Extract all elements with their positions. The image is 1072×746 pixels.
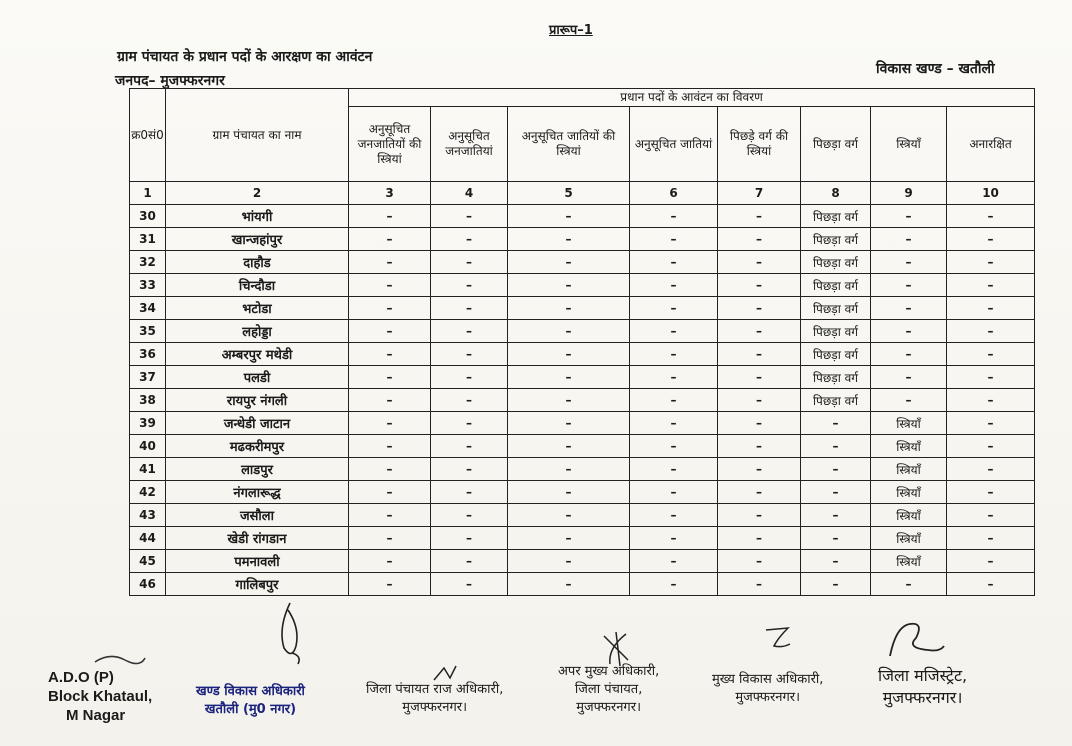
allocation-cell: – (349, 343, 431, 366)
allocation-cell: – (801, 412, 871, 435)
panchayat-name: मढकरीमपुर (166, 435, 349, 458)
table-row (130, 435, 1035, 458)
allocation-cell: – (630, 550, 718, 573)
allocation-cell: – (508, 366, 630, 389)
serial-number: 40 (130, 435, 166, 458)
dm-line2: मुजफ्फरनगर। (882, 688, 963, 707)
serial-number: 33 (130, 274, 166, 297)
allocation-cell: – (630, 573, 718, 596)
allocation-cell: – (871, 343, 947, 366)
table-row (130, 389, 1035, 412)
allocation-cell: – (508, 205, 630, 228)
allocation-cell: – (630, 458, 718, 481)
allocation-cell: – (718, 458, 801, 481)
allocation-cell: – (801, 550, 871, 573)
allocation-cell: – (431, 205, 508, 228)
serial-number: 46 (130, 573, 166, 596)
serial-number: 36 (130, 343, 166, 366)
allocation-cell: – (630, 504, 718, 527)
signature-dpro (366, 681, 503, 717)
allocation-cell: – (508, 389, 630, 412)
serial-number: 30 (130, 205, 166, 228)
serial-number: 38 (130, 389, 166, 412)
panchayat-name: लाडपुर (166, 458, 349, 481)
allocation-cell: – (947, 366, 1035, 389)
signature-acdo (558, 663, 659, 717)
cdo-line2: मुजफ्फरनगर। (735, 690, 801, 705)
allocation-cell: – (431, 274, 508, 297)
allocation-cell: – (508, 343, 630, 366)
allocation-cell: – (349, 251, 431, 274)
allocation-cell: – (718, 343, 801, 366)
allocation-cell: – (349, 550, 431, 573)
allocation-cell: पिछड़ा वर्ग (801, 228, 871, 251)
allocation-cell: – (349, 458, 431, 481)
panchayat-name: लहोड्डा (166, 320, 349, 343)
signature-dm (878, 665, 967, 709)
allocation-cell: – (947, 343, 1035, 366)
allocation-cell: – (718, 251, 801, 274)
allocation-cell: – (431, 297, 508, 320)
allocation-cell: – (349, 320, 431, 343)
allocation-cell: – (871, 251, 947, 274)
table-row (130, 366, 1035, 389)
table-row (130, 573, 1035, 596)
allocation-cell: – (431, 527, 508, 550)
allocation-cell: – (349, 412, 431, 435)
column-number: 9 (871, 182, 947, 205)
allocation-cell: – (508, 251, 630, 274)
allocation-cell: – (947, 228, 1035, 251)
dpro-line2: मुजफ्फरनगर। (402, 700, 468, 715)
allocation-cell: – (947, 297, 1035, 320)
allocation-cell: – (508, 412, 630, 435)
panchayat-name: खान्जहांपुर (166, 228, 349, 251)
table-row (130, 297, 1035, 320)
allocation-cell: – (718, 228, 801, 251)
signature-ado (48, 668, 152, 725)
allocation-cell: – (718, 550, 801, 573)
allocation-cell: – (718, 481, 801, 504)
allocation-cell: पिछड़ा वर्ग (801, 251, 871, 274)
panchayat-name: पलडी (166, 366, 349, 389)
table-row (130, 550, 1035, 573)
allocation-cell: – (508, 458, 630, 481)
panchayat-name: गालिबपुर (166, 573, 349, 596)
acdo-line3: मुजफ्फरनगर। (576, 700, 641, 715)
allocation-cell: स्त्रियाँ (871, 527, 947, 550)
allocation-cell: – (947, 458, 1035, 481)
serial-number: 35 (130, 320, 166, 343)
allocation-cell: – (630, 251, 718, 274)
allocation-cell: – (801, 527, 871, 550)
allocation-cell: – (431, 550, 508, 573)
allocation-cell: – (947, 205, 1035, 228)
allocation-cell: – (630, 481, 718, 504)
allocation-cell: – (508, 435, 630, 458)
signature-cdo (712, 671, 823, 707)
allocation-cell: – (349, 228, 431, 251)
allocation-cell: – (718, 412, 801, 435)
allocation-cell: – (508, 481, 630, 504)
allocation-cell: – (630, 297, 718, 320)
panchayat-name: दाहौड (166, 251, 349, 274)
allocation-cell: – (718, 504, 801, 527)
table-row (130, 412, 1035, 435)
signature-bdo (196, 683, 305, 719)
allocation-cell: – (349, 274, 431, 297)
allocation-cell: – (349, 435, 431, 458)
serial-number: 37 (130, 366, 166, 389)
panchayat-name: पमनावली (166, 550, 349, 573)
allocation-cell: – (508, 274, 630, 297)
allocation-cell: – (349, 297, 431, 320)
allocation-cell: – (508, 527, 630, 550)
allocation-cell: – (508, 320, 630, 343)
column-number: 6 (630, 182, 718, 205)
serial-number: 32 (130, 251, 166, 274)
allocation-cell: – (947, 412, 1035, 435)
allocation-cell: – (718, 297, 801, 320)
serial-number: 45 (130, 550, 166, 573)
acdo-line1: अपर मुख्य अधिकारी, (558, 664, 660, 679)
district-label: जनपद– मुजफ्फरनगर (115, 73, 225, 89)
allocation-cell: – (801, 458, 871, 481)
bdo-line2: खतौली (मु0 नगर) (204, 702, 297, 717)
cdo-line1: मुख्य विकास अधिकारी, (712, 672, 824, 687)
ado-line3: M Nagar (66, 707, 126, 724)
allocation-cell: – (431, 435, 508, 458)
allocation-cell: – (947, 389, 1035, 412)
panchayat-name: खेडी रांगडान (166, 527, 349, 550)
allocation-cell: – (630, 389, 718, 412)
panchayat-name: नंगलारूद्ध (166, 481, 349, 504)
allocation-cell: – (801, 504, 871, 527)
column-number: 10 (947, 182, 1035, 205)
serial-number: 44 (130, 527, 166, 550)
column-header: अनारक्षित (947, 107, 1035, 182)
header-allocation-details: प्रधान पदों के आवंटन का विवरण (349, 89, 1035, 107)
panchayat-name: रायपुर नंगली (166, 389, 349, 412)
allocation-cell: – (947, 527, 1035, 550)
allocation-cell: स्त्रियाँ (871, 458, 947, 481)
allocation-cell: – (349, 205, 431, 228)
panchayat-name: भटोडा (166, 297, 349, 320)
allocation-cell: – (630, 320, 718, 343)
column-header: स्त्रियाँ (871, 107, 947, 182)
allocation-cell: स्त्रियाँ (871, 481, 947, 504)
allocation-cell: – (947, 251, 1035, 274)
allocation-cell: – (431, 504, 508, 527)
serial-number: 31 (130, 228, 166, 251)
table-row (130, 274, 1035, 297)
allocation-cell: – (431, 251, 508, 274)
serial-number: 34 (130, 297, 166, 320)
allocation-cell: – (630, 343, 718, 366)
allocation-cell: – (801, 481, 871, 504)
allocation-cell: – (718, 527, 801, 550)
bdo-signature-icon (270, 598, 310, 668)
dm-signature-icon (880, 616, 950, 664)
table-row (130, 320, 1035, 343)
allocation-cell: – (947, 435, 1035, 458)
allocation-cell: – (947, 504, 1035, 527)
ado-line2: Block Khataul, (48, 688, 153, 705)
allocation-cell: – (630, 228, 718, 251)
panchayat-name: जन्धेडी जाटान (166, 412, 349, 435)
bdo-line1: खण्ड विकास अधिकारी (196, 684, 305, 699)
allocation-cell: – (718, 573, 801, 596)
allocation-cell: – (349, 366, 431, 389)
column-number: 1 (130, 182, 166, 205)
allocation-cell: – (431, 366, 508, 389)
allocation-cell: – (871, 320, 947, 343)
column-header: अनुसूचित जातियां (630, 107, 718, 182)
allocation-cell: – (630, 435, 718, 458)
allocation-cell: – (431, 481, 508, 504)
allocation-cell: – (947, 573, 1035, 596)
allocation-cell: – (431, 389, 508, 412)
table-row (130, 527, 1035, 550)
allocation-cell: पिछड़ा वर्ग (801, 205, 871, 228)
allocation-cell: – (718, 320, 801, 343)
allocation-cell: स्त्रियाँ (871, 435, 947, 458)
allocation-cell: – (349, 527, 431, 550)
allocation-cell: – (508, 504, 630, 527)
table-row (130, 343, 1035, 366)
allocation-cell: – (871, 389, 947, 412)
allocation-cell: – (508, 228, 630, 251)
column-number: 8 (801, 182, 871, 205)
allocation-cell: – (947, 550, 1035, 573)
allocation-cell: – (801, 435, 871, 458)
allocation-cell: स्त्रियाँ (871, 504, 947, 527)
allocation-cell: – (630, 274, 718, 297)
column-number: 3 (349, 182, 431, 205)
allocation-cell: – (871, 366, 947, 389)
allocation-cell: – (349, 504, 431, 527)
column-header: अनुसूचित जनजातियों की स्त्रियां (349, 107, 431, 182)
header-serial: क्र0सं0 (130, 89, 166, 182)
ado-line1: A.D.O (P) (48, 669, 114, 686)
allocation-cell: पिछड़ा वर्ग (801, 389, 871, 412)
allocation-cell: – (349, 481, 431, 504)
column-header: अनुसूचित जातियों की स्त्रियां (508, 107, 630, 182)
allocation-cell: – (718, 389, 801, 412)
allocation-cell: – (947, 274, 1035, 297)
column-number: 2 (166, 182, 349, 205)
column-header: पिछड़े वर्ग की स्त्रियां (718, 107, 801, 182)
column-header: अनुसूचित जनजातियां (431, 107, 508, 182)
serial-number: 39 (130, 412, 166, 435)
serial-number: 41 (130, 458, 166, 481)
panchayat-name: चिन्दौडा (166, 274, 349, 297)
allocation-cell: – (871, 573, 947, 596)
allocation-cell: – (801, 573, 871, 596)
allocation-cell: – (871, 274, 947, 297)
table-row (130, 481, 1035, 504)
allocation-cell: – (508, 550, 630, 573)
allocation-cell: – (871, 228, 947, 251)
allocation-cell: – (718, 366, 801, 389)
allocation-cell: – (947, 481, 1035, 504)
table-row (130, 504, 1035, 527)
allocation-cell: पिछड़ा वर्ग (801, 297, 871, 320)
column-number: 4 (431, 182, 508, 205)
allocation-cell: स्त्रियाँ (871, 412, 947, 435)
acdo-line2: जिला पंचायत, (574, 682, 643, 697)
allocation-cell: – (508, 573, 630, 596)
allocation-cell: – (718, 435, 801, 458)
allocation-cell: पिछड़ा वर्ग (801, 274, 871, 297)
allocation-cell: – (718, 274, 801, 297)
allocation-cell: – (431, 458, 508, 481)
form-number: प्रारूप–1 (549, 23, 593, 38)
allocation-cell: – (431, 412, 508, 435)
table-row (130, 228, 1035, 251)
header-panchayat-name: ग्राम पंचायत का नाम (166, 89, 349, 182)
allocation-cell: – (349, 573, 431, 596)
serial-number: 43 (130, 504, 166, 527)
serial-number: 42 (130, 481, 166, 504)
acdo-signature-icon (598, 628, 638, 668)
allocation-cell: – (947, 320, 1035, 343)
panchayat-name: अम्बरपुर मथेडी (166, 343, 349, 366)
table-row (130, 251, 1035, 274)
allocation-cell: पिछड़ा वर्ग (801, 366, 871, 389)
allocation-cell: – (630, 366, 718, 389)
allocation-cell: पिछड़ा वर्ग (801, 343, 871, 366)
allocation-cell: – (630, 412, 718, 435)
table-row (130, 205, 1035, 228)
column-header: पिछड़ा वर्ग (801, 107, 871, 182)
allocation-cell: – (871, 205, 947, 228)
allocation-cell: – (431, 228, 508, 251)
allocation-cell: स्त्रियाँ (871, 550, 947, 573)
document-title: ग्राम पंचायत के प्रधान पदों के आरक्षण का आवंटन (117, 49, 373, 65)
allocation-cell: – (630, 205, 718, 228)
allocation-table (129, 88, 1035, 596)
column-number: 7 (718, 182, 801, 205)
allocation-cell: – (431, 573, 508, 596)
allocation-cell: – (349, 389, 431, 412)
panchayat-name: भांयगी (166, 205, 349, 228)
allocation-cell: – (718, 205, 801, 228)
block-label: विकास खण्ड – खतौली (876, 61, 995, 77)
allocation-cell: – (508, 297, 630, 320)
allocation-cell: – (431, 343, 508, 366)
allocation-cell: – (871, 297, 947, 320)
dm-line1: जिला मजिस्ट्रेट, (878, 666, 968, 685)
cdo-signature-icon (760, 624, 796, 652)
allocation-cell: पिछड़ा वर्ग (801, 320, 871, 343)
panchayat-name: जसौला (166, 504, 349, 527)
allocation-cell: – (431, 320, 508, 343)
dpro-line1: जिला पंचायत राज अधिकारी, (366, 682, 504, 697)
column-number: 5 (508, 182, 630, 205)
ado-signature-icon (90, 650, 150, 670)
allocation-cell: – (630, 527, 718, 550)
table-row (130, 458, 1035, 481)
